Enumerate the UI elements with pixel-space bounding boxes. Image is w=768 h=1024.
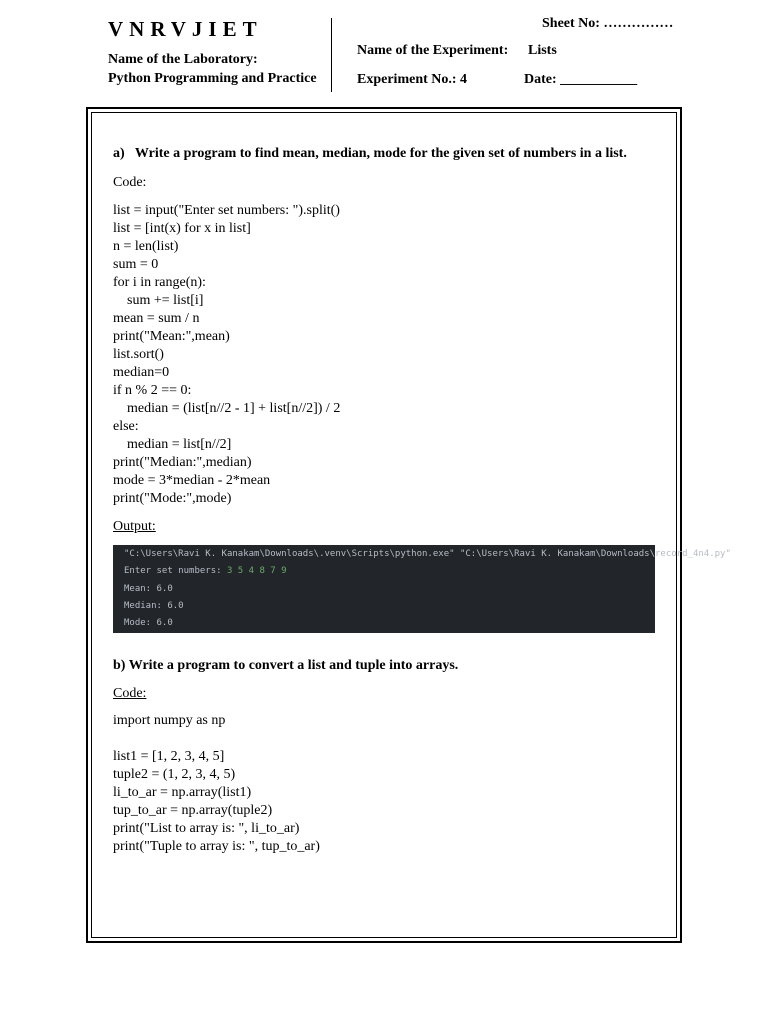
code-line: list = [int(x) for x in list]: [113, 221, 251, 236]
college-name: VNRVJIET: [108, 17, 263, 41]
question-b: b) Write a program to convert a list and tuple into arrays.: [113, 658, 459, 673]
experiment-name: Lists: [528, 43, 557, 58]
code-line: n = len(list): [113, 239, 179, 254]
terminal-line-median: Median: 6.0: [124, 601, 184, 611]
terminal-line-mode: Mode: 6.0: [124, 618, 173, 628]
code-line: else:: [113, 419, 139, 434]
code-line: mean = sum / n: [113, 311, 200, 326]
header-divider: [331, 18, 332, 92]
lab-label: Name of the Laboratory:: [108, 52, 258, 67]
question-a: a) Write a program to find mean, median, mode for the given set of numbers in a list.: [113, 146, 627, 161]
code-label-b: Code:: [113, 686, 147, 701]
code-line: list.sort(): [113, 347, 164, 362]
terminal-output: [113, 545, 731, 633]
code-line: print("Mean:",mean): [113, 329, 230, 344]
code-line: median=0: [113, 365, 170, 380]
terminal-user-input: 3 5 4 8 7 9: [226, 566, 287, 576]
code-label-a: Code:: [113, 175, 147, 190]
code-line: median = list[n//2]: [113, 437, 232, 452]
code-line: li_to_ar = np.array(list1): [113, 785, 252, 800]
code-line: print("Mode:",mode): [113, 491, 232, 506]
code-line: tuple2 = (1, 2, 3, 4, 5): [113, 767, 236, 782]
code-line: list = input("Enter set numbers: ").split(): [113, 203, 340, 218]
terminal-prompt-line: [124, 566, 287, 576]
code-line: sum += list[i]: [113, 293, 204, 308]
output-label: Output:: [113, 519, 156, 534]
code-line: print("Median:",median): [113, 455, 252, 470]
code-line: tup_to_ar = np.array(tuple2): [113, 803, 273, 818]
code-line: if n % 2 == 0:: [113, 383, 192, 398]
code-line: mode = 3*median - 2*mean: [113, 473, 271, 488]
terminal-line-mean: Mean: 6.0: [124, 584, 173, 594]
code-line: median = (list[n//2 - 1] + list[n//2]) / 2: [113, 401, 341, 416]
code-line: list1 = [1, 2, 3, 4, 5]: [113, 749, 225, 764]
sheet-number: Sheet No: ……………: [542, 16, 674, 31]
code-line: print("List to array is: ", li_to_ar): [113, 821, 300, 836]
date-field: Date: ___________: [524, 72, 638, 87]
terminal-prompt: Enter set numbers:: [124, 566, 227, 576]
lab-name: Python Programming and Practice: [108, 71, 317, 86]
code-line: sum = 0: [113, 257, 159, 272]
terminal-command: "C:\Users\Ravi K. Kanakam\Downloads\.venv\Scripts\python.exe" "C:\Users\Ravi K. Kanakam\Downloads\record_4n4.py": [124, 549, 731, 559]
experiment-number: Experiment No.: 4: [357, 72, 468, 87]
code-line: for i in range(n):: [113, 275, 206, 290]
code-line: import numpy as np: [113, 713, 226, 728]
experiment-name-label: Name of the Experiment:: [357, 43, 509, 58]
code-line: print("Tuple to array is: ", tup_to_ar): [113, 839, 320, 854]
